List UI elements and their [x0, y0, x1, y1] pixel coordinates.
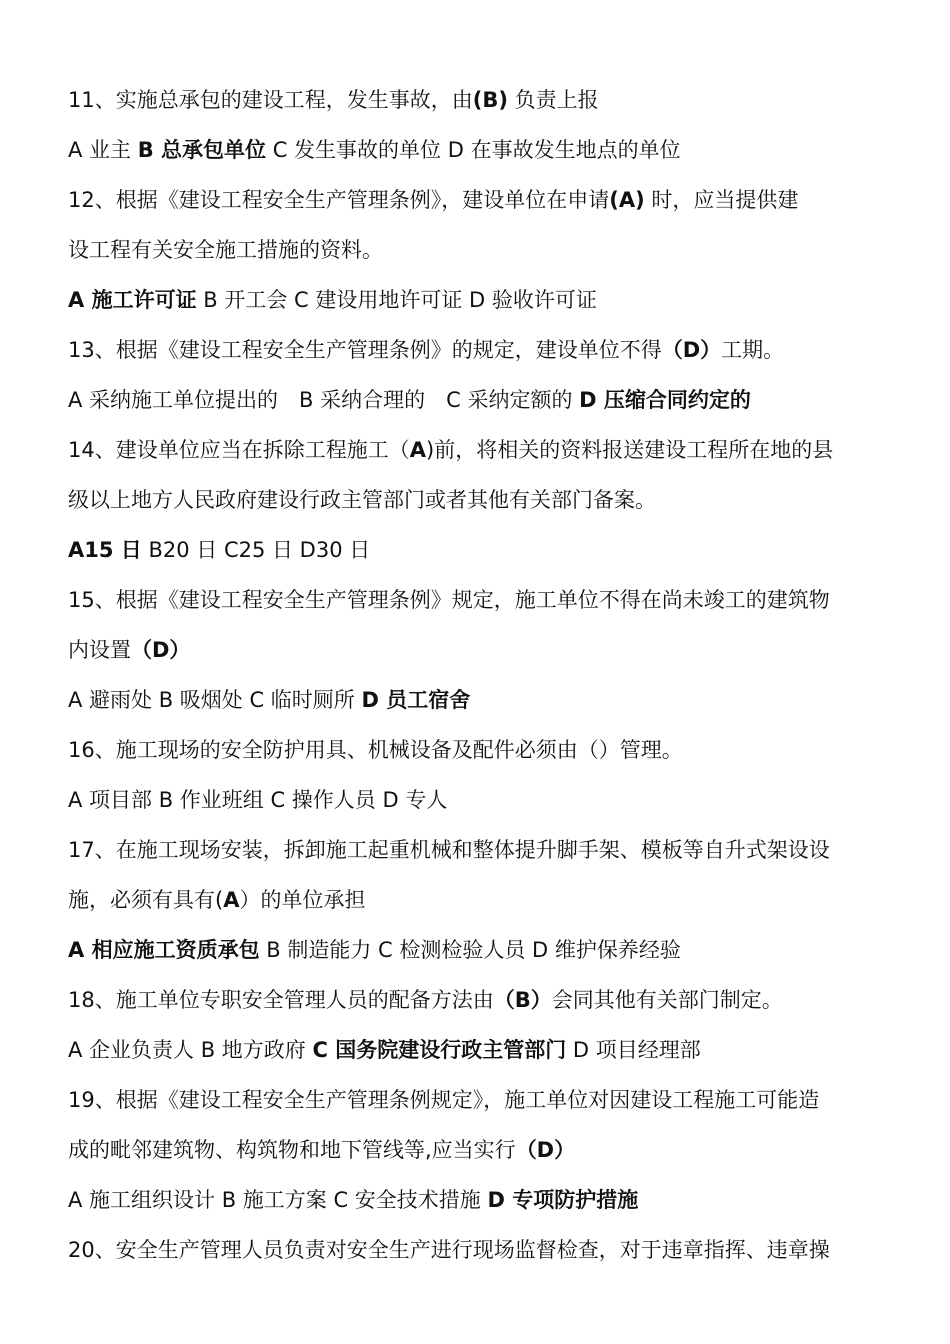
question-11: [68, 85, 599, 115]
question-16: 16、施工现场的安全防护用具、机械设备及配件必须由（）管理。: [68, 738, 683, 762]
question-17-answer: A: [223, 888, 240, 912]
options-rest: A 避雨处 B 吸烟处 C 临时厕所: [68, 688, 362, 712]
options-rest: A 施工组织设计 B 施工方案 C 安全技术措施: [68, 1188, 488, 1212]
options-rest: B20 日 C25 日 D30 日: [141, 538, 371, 562]
question-15-options: [68, 685, 470, 715]
question-14-text: 14、建设单位应当在拆除工程施工（: [68, 438, 410, 462]
question-11-answer: (B): [472, 88, 508, 112]
question-12-options: [68, 285, 597, 315]
question-19-answer: （D）: [515, 1138, 576, 1162]
question-19-line2: [68, 1135, 575, 1165]
question-13-text: 13、根据《建设工程安全生产管理条例》的规定，建设单位不得: [68, 338, 662, 362]
options-rest: B 开工会 C 建设用地许可证 D 验收许可证: [196, 288, 597, 312]
question-19-text: 成的毗邻建筑物、构筑物和地下管线等,应当实行: [68, 1138, 516, 1162]
options-rest: B 制造能力 C 检测检验人员 D 维护保养经验: [259, 938, 681, 962]
question-16-options: A 项目部 B 作业班组 C 操作人员 D 专人: [68, 788, 448, 812]
question-18-text-end: 会同其他有关部门制定。: [551, 988, 783, 1012]
question-13-options: [68, 385, 751, 415]
question-20: 20、安全生产管理人员负责对安全生产进行现场监督检查，对于违章指挥、违章操: [68, 1238, 830, 1262]
question-13-text-end: 工期。: [721, 338, 785, 362]
question-12-text-end: 时，应当提供建: [644, 188, 799, 212]
option-d: D 项目经理部: [566, 1038, 701, 1062]
correct-option-d: D 专项防护措施: [487, 1188, 639, 1212]
question-14-text-end: )前，将相关的资料报送建设工程所在地的县: [426, 438, 834, 462]
correct-option-d: D 压缩合同约定的: [579, 388, 751, 412]
question-12-text: 12、根据《建设工程安全生产管理条例》，建设单位在申请: [68, 188, 610, 212]
question-18-answer: （B）: [493, 988, 552, 1012]
correct-option-a: A15 日: [68, 538, 142, 562]
question-17: 17、在施工现场安装，拆卸施工起重机械和整体提升脚手架、模板等自升式架设设: [68, 838, 830, 862]
question-17-line2: [68, 885, 365, 915]
question-18: [68, 985, 783, 1015]
question-15: 15、根据《建设工程安全生产管理条例》规定，施工单位不得在尚未竣工的建筑物: [68, 588, 830, 612]
options-rest: A 企业负责人 B 地方政府: [68, 1038, 313, 1062]
question-14-options: [68, 535, 370, 565]
question-11-text-end: 负责上报: [507, 88, 599, 112]
question-19: 19、根据《建设工程安全生产管理条例规定》，施工单位对因建设工程施工可能造: [68, 1088, 820, 1112]
question-13-answer: （D）: [661, 338, 722, 362]
question-19-options: [68, 1185, 638, 1215]
question-18-text: 18、施工单位专职安全管理人员的配备方法由: [68, 988, 494, 1012]
options-rest: A 采纳施工单位提出的 B 采纳合理的 C 采纳定额的: [68, 388, 580, 412]
question-14-answer: A: [409, 438, 426, 462]
question-12: [68, 185, 798, 215]
question-15-answer: （D）: [131, 638, 191, 662]
correct-option-c: C 国务院建设行政主管部门: [312, 1038, 567, 1062]
correct-option-a: A 施工许可证: [68, 288, 197, 312]
correct-option-b: B 总承包单位: [137, 138, 267, 162]
options-rest: C 发生事故的单位 D 在事故发生地点的单位: [266, 138, 681, 162]
question-11-options: [68, 135, 681, 165]
question-17-text: 施，必须有具有(: [68, 888, 224, 912]
question-11-text: 11、实施总承包的建设工程，发生事故，由: [68, 88, 473, 112]
question-17-text-end: ）的单位承担: [239, 888, 366, 912]
question-15-text: 内设置: [68, 638, 131, 662]
question-15-line2: [68, 635, 190, 665]
correct-option-a: A 相应施工资质承包: [68, 938, 260, 962]
question-13: [68, 335, 784, 365]
question-12-answer: (A): [609, 188, 645, 212]
question-14-line2: 级以上地方人民政府建设行政主管部门或者其他有关部门备案。: [68, 488, 656, 512]
question-17-options: [68, 935, 681, 965]
question-12-line2: 设工程有关安全施工措施的资料。: [68, 238, 383, 262]
question-14: [68, 435, 833, 465]
question-18-options: [68, 1035, 701, 1065]
correct-option-d: D 员工宿舍: [361, 688, 471, 712]
option-a: A 业主: [68, 138, 138, 162]
